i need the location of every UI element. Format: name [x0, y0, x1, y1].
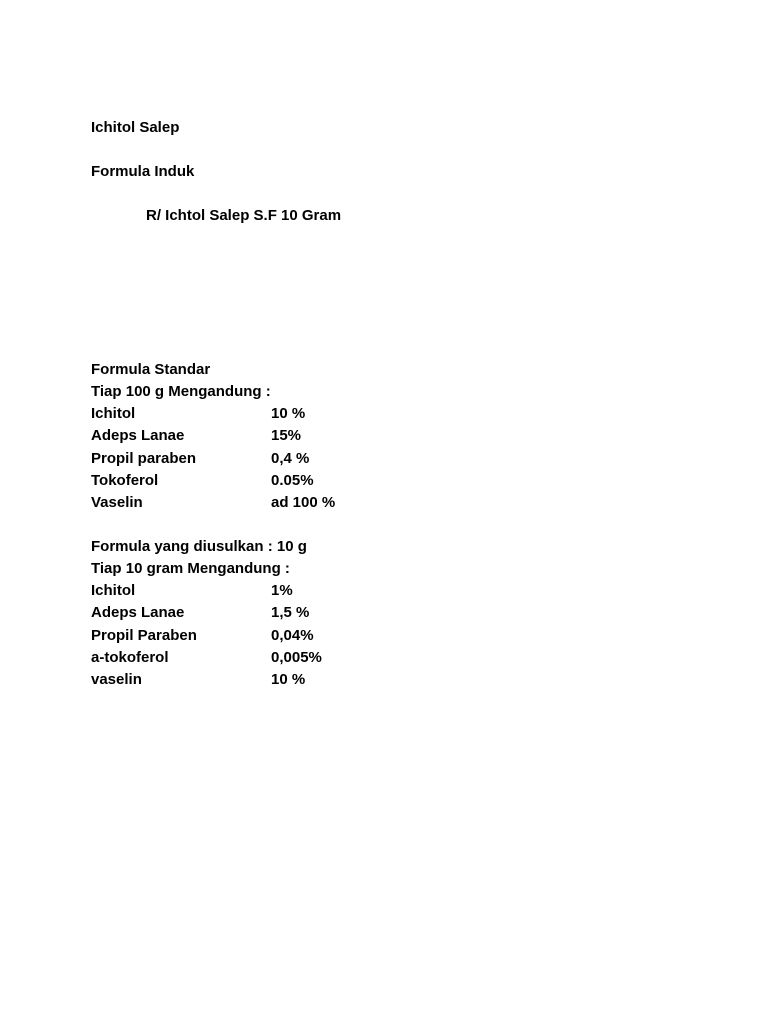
- proposed-item: [91, 671, 491, 689]
- ingredient-name: Adeps Lanae: [91, 604, 185, 621]
- section-formula-induk: Formula Induk: [91, 163, 195, 180]
- ingredient-amount: 15%: [271, 427, 302, 444]
- standard-subheading: Tiap 100 g Mengandung :: [91, 383, 271, 400]
- ingredient-name: Vaselin: [91, 494, 143, 511]
- ingredient-amount: 0,005%: [271, 649, 322, 666]
- ingredient-name: a-tokoferol: [91, 649, 169, 666]
- ingredient-amount: 0.05%: [271, 472, 314, 489]
- proposed-item: [91, 627, 491, 645]
- ingredient-amount: 0,04%: [271, 627, 314, 644]
- ingredient-amount: 10 %: [271, 405, 306, 422]
- ingredient-amount: 10 %: [271, 671, 306, 688]
- ingredient-amount: ad 100 %: [271, 494, 336, 511]
- proposed-subheading: Tiap 10 gram Mengandung :: [91, 560, 290, 577]
- standard-item: [91, 427, 491, 445]
- standard-item: [91, 405, 491, 423]
- ingredient-name: vaselin: [91, 671, 142, 688]
- ingredient-amount: 0,4 %: [271, 450, 310, 467]
- document-title: Ichitol Salep: [91, 119, 180, 136]
- ingredient-amount: 1%: [271, 582, 293, 599]
- proposed-heading: Formula yang diusulkan : 10 g: [91, 538, 307, 555]
- proposed-item: [91, 582, 491, 600]
- ingredient-name: Tokoferol: [91, 472, 159, 489]
- ingredient-name: Propil paraben: [91, 450, 197, 467]
- ingredient-amount: 1,5 %: [271, 604, 310, 621]
- ingredient-name: Ichitol: [91, 582, 136, 599]
- recipe-line: R/ Ichtol Salep S.F 10 Gram: [146, 207, 342, 224]
- ingredient-name: Propil Paraben: [91, 627, 197, 644]
- ingredient-name: Ichitol: [91, 405, 136, 422]
- proposed-item: [91, 604, 491, 622]
- standard-item: [91, 494, 491, 512]
- proposed-item: [91, 649, 491, 667]
- standard-item: [91, 472, 491, 490]
- standard-heading: Formula Standar: [91, 361, 211, 378]
- ingredient-name: Adeps Lanae: [91, 427, 185, 444]
- standard-item: [91, 450, 491, 468]
